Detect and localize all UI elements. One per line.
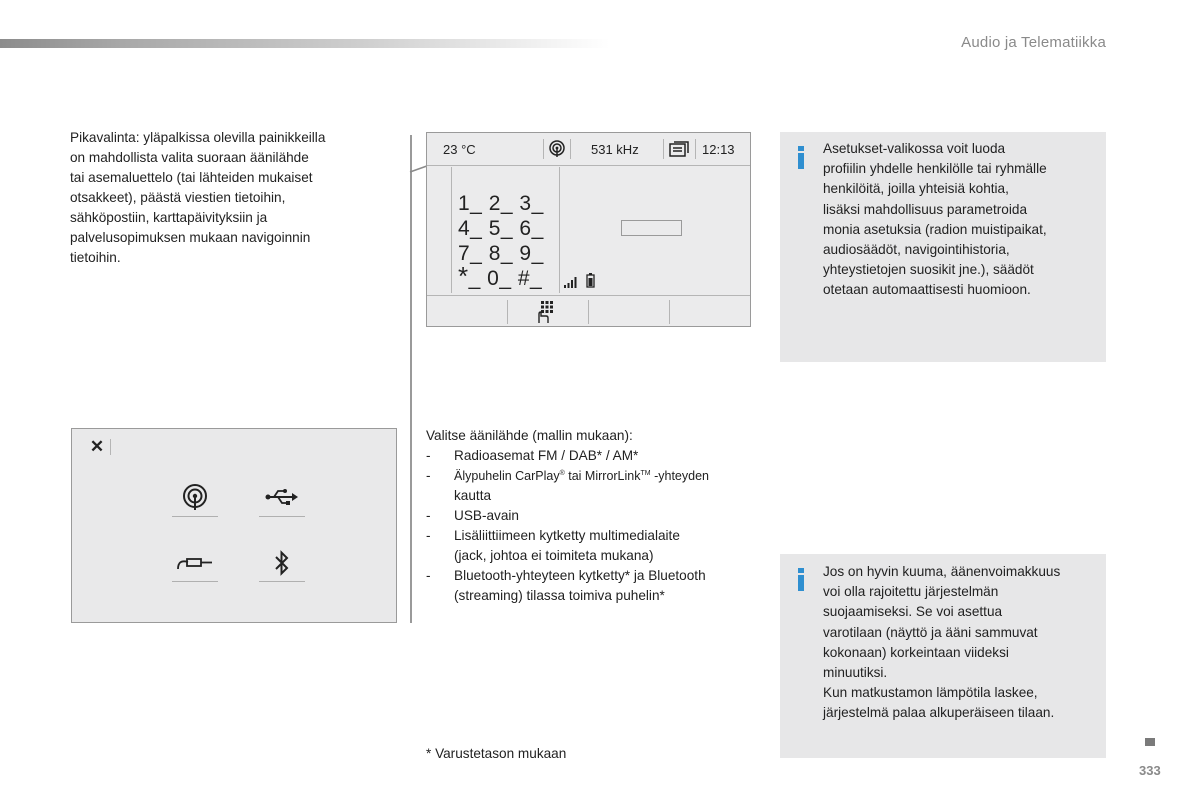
star-key[interactable]: * (458, 261, 469, 291)
divider (695, 139, 696, 159)
usb-icon[interactable] (259, 477, 305, 517)
list-item (426, 506, 756, 526)
info-line: henkilöitä, joilla yhteisiä kohtia, (823, 181, 1009, 197)
info-line: suojaamiseksi. Se voi asettua (823, 604, 1003, 620)
list-item-text: (jack, johtoa ei toimiteta mukana) (454, 548, 654, 563)
info-line: Asetukset-valikossa voit luoda (823, 141, 1006, 156)
column-divider (410, 135, 412, 623)
info-box-profiles (780, 132, 1106, 362)
clock-readout: 12:13 (702, 142, 735, 157)
keypad-row[interactable]: 1_ 2_ 3_ (458, 192, 544, 215)
source-list-section (426, 426, 756, 606)
footnote: * Varustetason mukaan (426, 746, 567, 761)
signal-strength-icon (564, 275, 578, 293)
info-line: järjestelmä palaa alkuperäiseen tilaan. (823, 705, 1055, 721)
keypad-touch-icon[interactable] (535, 300, 557, 329)
info-line: audiosäädöt, navigointihistoria, (823, 242, 1010, 258)
info-line: voi olla rajoitettu järjestelmän (823, 584, 999, 600)
divider (259, 581, 305, 582)
list-item (426, 526, 756, 566)
divider (172, 516, 218, 517)
info-line: otetaan automaattisesti huomioon. (823, 282, 1031, 298)
section-title: Audio ja Telematiikka (961, 34, 1106, 51)
screen-bottom-bar (427, 295, 750, 327)
paragraph-line: sähköpostiin, karttapäivityksiin ja (70, 210, 268, 225)
paragraph-line: palvelusopimuksen mukaan navigoinnin (70, 230, 311, 245)
info-line: minuutiksi. (823, 665, 888, 681)
list-item-text: kautta (454, 488, 492, 503)
source-selection-panel (71, 428, 397, 623)
list-item-text: Bluetooth-yhteyteen kytketty* ja Bluetooth (454, 568, 706, 583)
paragraph-line: tietoihin. (70, 250, 121, 265)
info-line: monia asetuksia (radion muistipaikat, (823, 221, 1047, 237)
divider (507, 300, 508, 324)
text-run: Älypuhelin CarPlay (454, 469, 560, 483)
header-gradient-bar (0, 39, 610, 48)
page-number: 333 (1139, 763, 1161, 778)
temperature-readout: 23 °C (443, 142, 476, 157)
radio-icon[interactable] (172, 477, 218, 517)
divider (663, 139, 664, 159)
info-icon (797, 146, 806, 168)
divider (259, 516, 305, 517)
frequency-readout: 531 kHz (591, 142, 639, 157)
list-item-text: USB-avain (454, 508, 519, 523)
text-run: tai MirrorLink (564, 469, 641, 483)
info-line: yhteystietojen suosikit jne.), säädöt (823, 262, 1034, 278)
paragraph-line: on mahdollista valita suoraan äänilähde (70, 150, 309, 165)
info-icon (797, 568, 806, 590)
divider (669, 300, 670, 324)
info-line: lisäksi mahdollisuus parametroida (823, 201, 1027, 217)
list-dash: - (426, 568, 431, 583)
source-list (426, 446, 756, 606)
list-dash: - (426, 528, 431, 543)
paragraph-line: Pikavalinta: yläpalkissa olevilla painikkeilla (70, 130, 326, 145)
info-line: Jos on hyvin kuuma, äänenvoimakkuus (823, 564, 1061, 579)
text-run: -yhteyden (650, 469, 709, 483)
close-icon[interactable]: ✕ (89, 437, 105, 456)
list-item-text: Radioasemat FM / DAB* / AM* (454, 448, 639, 463)
list-dash: - (426, 468, 431, 483)
info-box-heat (780, 554, 1106, 758)
list-dash: - (426, 448, 431, 463)
jack-cable-icon[interactable] (172, 543, 218, 583)
info-line: profiilin yhdelle henkilölle tai ryhmälle (823, 161, 1047, 177)
keypad-row[interactable] (458, 261, 543, 291)
list-dash: - (426, 508, 431, 523)
divider (543, 139, 544, 159)
info-line: Kun matkustamon lämpötila laskee, (823, 685, 1038, 701)
paragraph-line: otsakkeet), päästä viestien tietoihin, (70, 190, 286, 205)
info-text (823, 562, 1098, 724)
info-line: varotilaan (näyttö ja ääni sammuvat (823, 624, 1038, 640)
source-list-intro: Valitse äänilähde (mallin mukaan): (426, 428, 633, 443)
info-text (823, 139, 1098, 301)
page-marker (1145, 738, 1155, 746)
info-line: kokonaan) korkeintaan viideksi (823, 644, 1009, 660)
list-item-text: (streaming) tilassa toimiva puhelin* (454, 588, 665, 603)
messages-icon[interactable] (669, 141, 691, 160)
trademark-mark: TM (640, 469, 651, 477)
divider (172, 581, 218, 582)
divider (110, 439, 111, 455)
list-item (426, 446, 756, 466)
list-item (426, 566, 756, 606)
list-item-text: Lisäliittiimeen kytketty multimedialaite (454, 528, 680, 543)
battery-icon (586, 273, 595, 293)
keypad-row-text: _ 0_ #_ (468, 267, 543, 290)
quick-select-paragraph (70, 128, 375, 268)
list-item (426, 466, 756, 506)
list-item-text (454, 466, 756, 486)
radio-icon[interactable] (548, 140, 566, 161)
bluetooth-icon[interactable] (259, 543, 305, 583)
paragraph-line: tai asemaluettelo (tai lähteiden mukaiset (70, 170, 313, 185)
number-display-field (621, 220, 682, 236)
keypad-row[interactable]: 4_ 5_ 6_ (458, 217, 544, 240)
phone-screen-mockup (426, 132, 751, 327)
status-bar (427, 133, 750, 166)
dial-keypad (451, 167, 560, 293)
divider (570, 139, 571, 159)
registered-mark: ® (559, 469, 565, 477)
keypad-row[interactable]: 7_ 8_ 9_ (458, 242, 544, 265)
divider (588, 300, 589, 324)
